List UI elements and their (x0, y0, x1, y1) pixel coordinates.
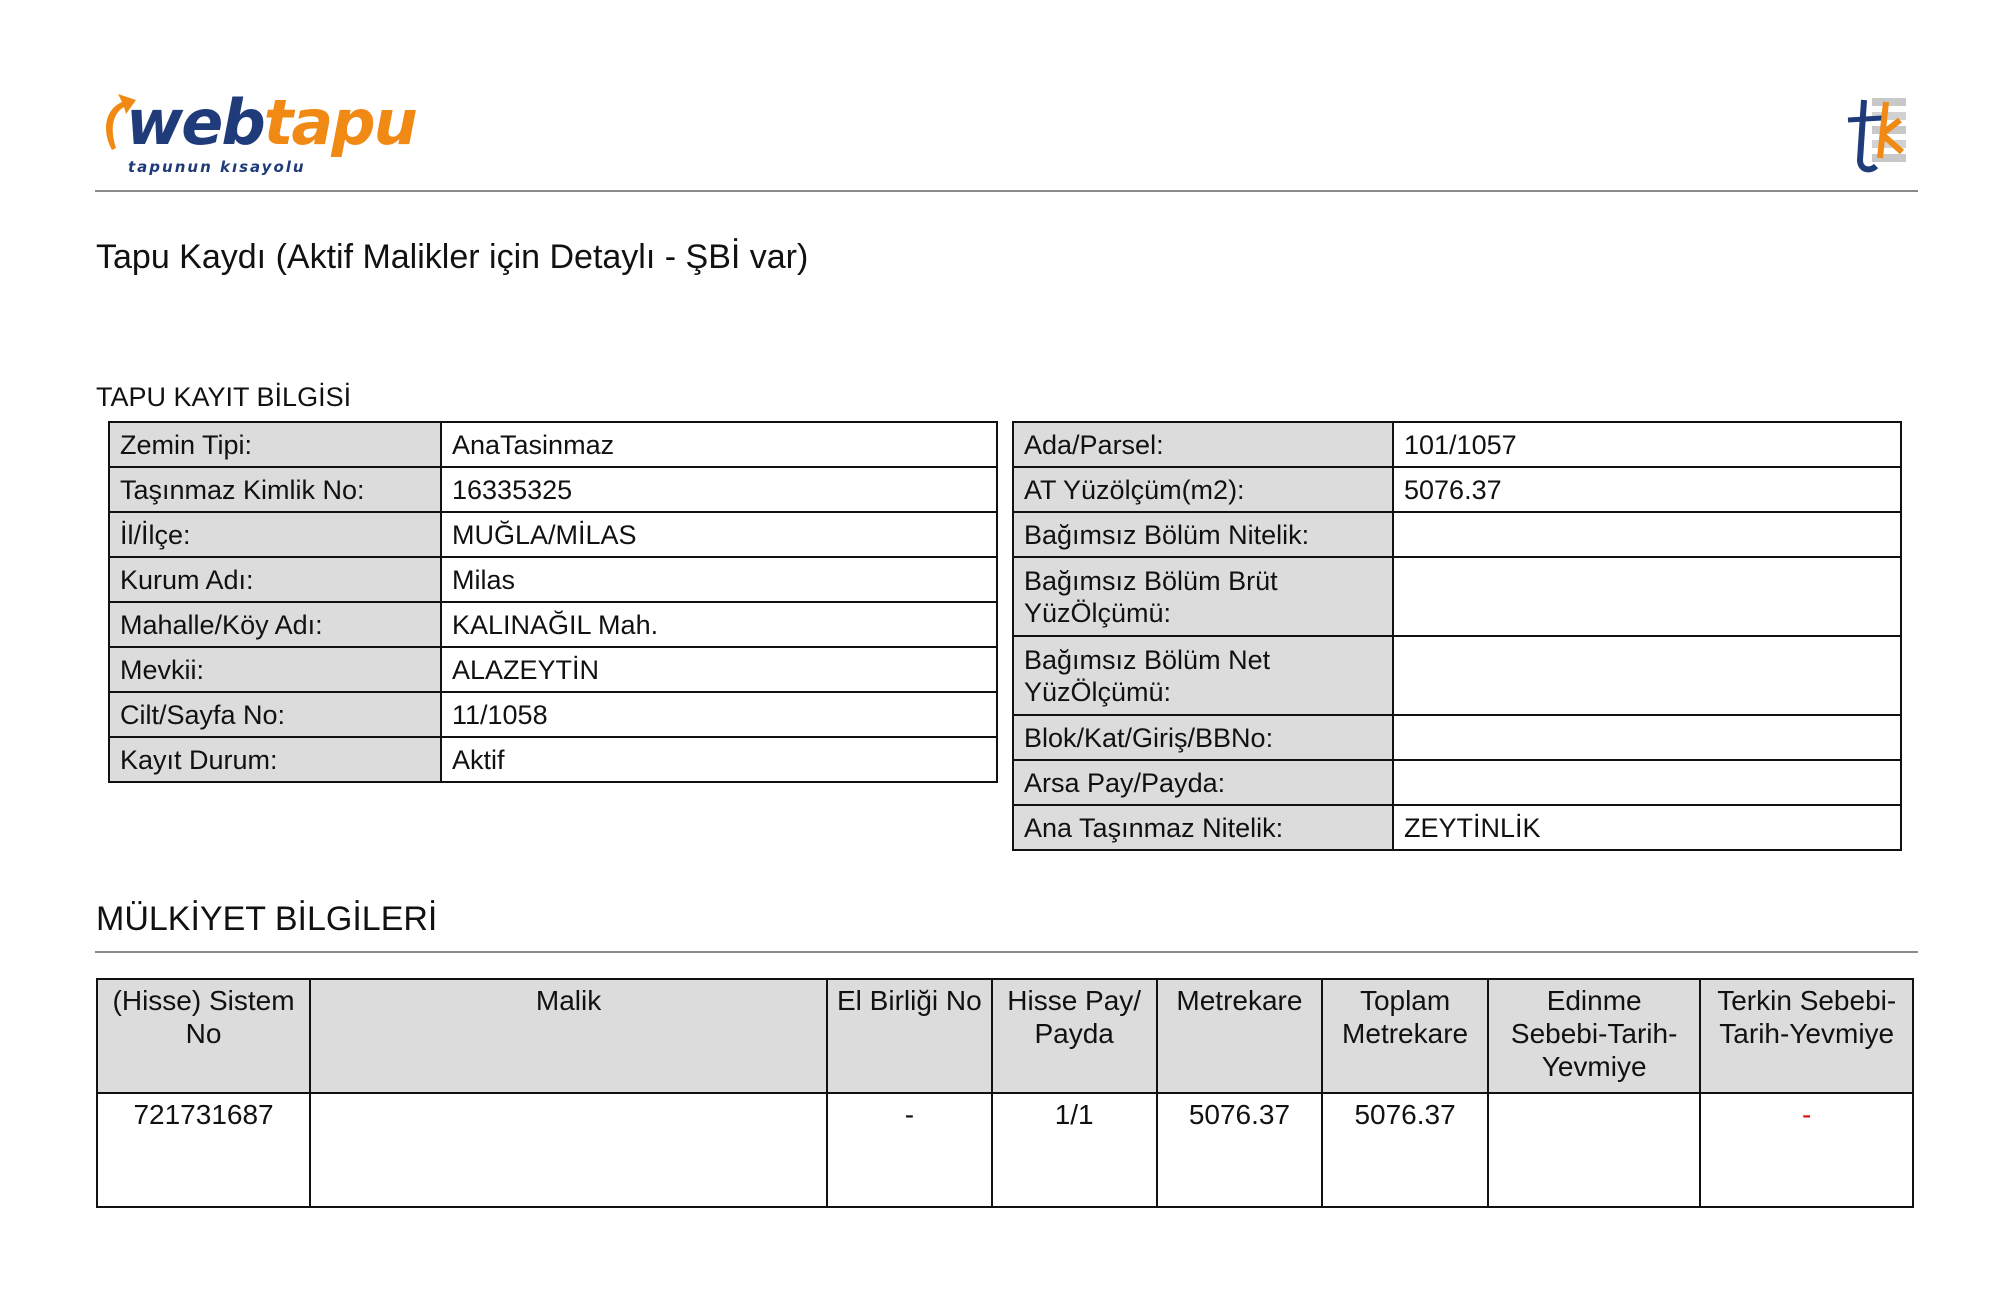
kv-key: Arsa Pay/Payda: (1013, 760, 1393, 805)
cell-edinme-sebebi (1488, 1093, 1701, 1207)
kv-value (1393, 636, 1901, 715)
document-title: Tapu Kaydı (Aktif Malikler için Detaylı - ŞBİ var) (96, 238, 809, 276)
kv-row-at-yuzolcum (1013, 467, 1901, 512)
kv-key: AT Yüzölçüm(m2): (1013, 467, 1393, 512)
webtapu-logo (98, 86, 416, 182)
kv-key: Bağımsız Bölüm Brüt YüzÖlçümü: (1013, 557, 1393, 636)
cell-hisse-pay-payda: 1/1 (992, 1093, 1157, 1207)
kv-value (1393, 512, 1901, 557)
kv-key: Ada/Parsel: (1013, 422, 1393, 467)
column-header-el-birligi-no: El Birliği No (827, 979, 992, 1093)
kv-row-bagimsiz-bolum-net (1013, 636, 1901, 715)
column-header-sistem-no: (Hisse) Sistem No (97, 979, 310, 1093)
column-header-terkin-sebebi: Terkin Sebebi-Tarih-Yevmiye (1700, 979, 1913, 1093)
kv-row-mevkii (109, 647, 997, 692)
kv-row-il-ilce (109, 512, 997, 557)
kv-row-arsa-pay-payda (1013, 760, 1901, 805)
kv-key: Blok/Kat/Giriş/BBNo: (1013, 715, 1393, 760)
header-divider (95, 190, 1918, 192)
tapu-kayit-section-label: TAPU KAYIT BİLGİSİ (96, 382, 352, 412)
kv-row-bagimsiz-bolum-brut (1013, 557, 1901, 636)
column-header-hisse-pay-payda: Hisse Pay/ Payda (992, 979, 1157, 1093)
kv-value (1393, 715, 1901, 760)
cell-toplam-metrekare: 5076.37 (1322, 1093, 1488, 1207)
kv-row-zemin-tipi (109, 422, 997, 467)
kv-value: Milas (441, 557, 997, 602)
kv-key: İl/İlçe: (109, 512, 441, 557)
kv-row-bagimsiz-bolum-nitelik (1013, 512, 1901, 557)
kv-key: Zemin Tipi: (109, 422, 441, 467)
cell-metrekare: 5076.37 (1157, 1093, 1323, 1207)
logo-tagline: tapunun kısayolu (128, 158, 306, 176)
kv-row-tasinmaz-kimlik-no (109, 467, 997, 512)
table-row (97, 1093, 1913, 1207)
kv-value: KALINAĞIL Mah. (441, 602, 997, 647)
column-header-edinme-sebebi: Edinme Sebebi-Tarih-Yevmiye (1488, 979, 1701, 1093)
cell-sistem-no: 721731687 (97, 1093, 310, 1207)
kv-key: Kurum Adı: (109, 557, 441, 602)
column-header-toplam-metrekare: Toplam Metrekare (1322, 979, 1488, 1093)
kv-value: 11/1058 (441, 692, 997, 737)
kv-value (1393, 760, 1901, 805)
kv-key: Taşınmaz Kimlik No: (109, 467, 441, 512)
mulkiyet-header-row (97, 979, 1913, 1093)
tkgm-emblem-icon (1842, 90, 1912, 176)
kv-key: Mevkii: (109, 647, 441, 692)
column-header-metrekare: Metrekare (1157, 979, 1323, 1093)
kv-row-kayit-durum (109, 737, 997, 782)
kv-row-kurum-adi (109, 557, 997, 602)
kv-value: 5076.37 (1393, 467, 1901, 512)
logo-wordmark (126, 86, 416, 159)
kv-key: Mahalle/Köy Adı: (109, 602, 441, 647)
kv-row-ana-tasinmaz-nitelik (1013, 805, 1901, 850)
kv-row-mahalle-koy-adi (109, 602, 997, 647)
kv-row-cilt-sayfa-no (109, 692, 997, 737)
kv-value (1393, 557, 1901, 636)
kv-key: Kayıt Durum: (109, 737, 441, 782)
kv-key: Cilt/Sayfa No: (109, 692, 441, 737)
cell-el-birligi-no: - (827, 1093, 992, 1207)
mulkiyet-section-title: MÜLKİYET BİLGİLERİ (96, 900, 438, 938)
kv-row-ada-parsel (1013, 422, 1901, 467)
column-header-malik: Malik (310, 979, 827, 1093)
kv-key: Bağımsız Bölüm Nitelik: (1013, 512, 1393, 557)
kv-value: AnaTasinmaz (441, 422, 997, 467)
kv-key: Bağımsız Bölüm Net YüzÖlçümü: (1013, 636, 1393, 715)
kv-key: Ana Taşınmaz Nitelik: (1013, 805, 1393, 850)
kv-value: 16335325 (441, 467, 997, 512)
mulkiyet-divider (95, 951, 1918, 953)
cell-malik (310, 1093, 827, 1207)
kv-value: 101/1057 (1393, 422, 1901, 467)
kv-value: ALAZEYTİN (441, 647, 997, 692)
kv-row-blok-kat-giris (1013, 715, 1901, 760)
mulkiyet-table (96, 978, 1914, 1208)
kv-value: Aktif (441, 737, 997, 782)
logo-web-text: web (126, 86, 264, 159)
tapu-kayit-left-table (108, 421, 998, 783)
logo-tapu-text: tapu (263, 86, 416, 159)
cell-terkin-sebebi: - (1700, 1093, 1913, 1207)
tapu-kayit-right-table (1012, 421, 1902, 851)
kv-value: ZEYTİNLİK (1393, 805, 1901, 850)
kv-value: MUĞLA/MİLAS (441, 512, 997, 557)
